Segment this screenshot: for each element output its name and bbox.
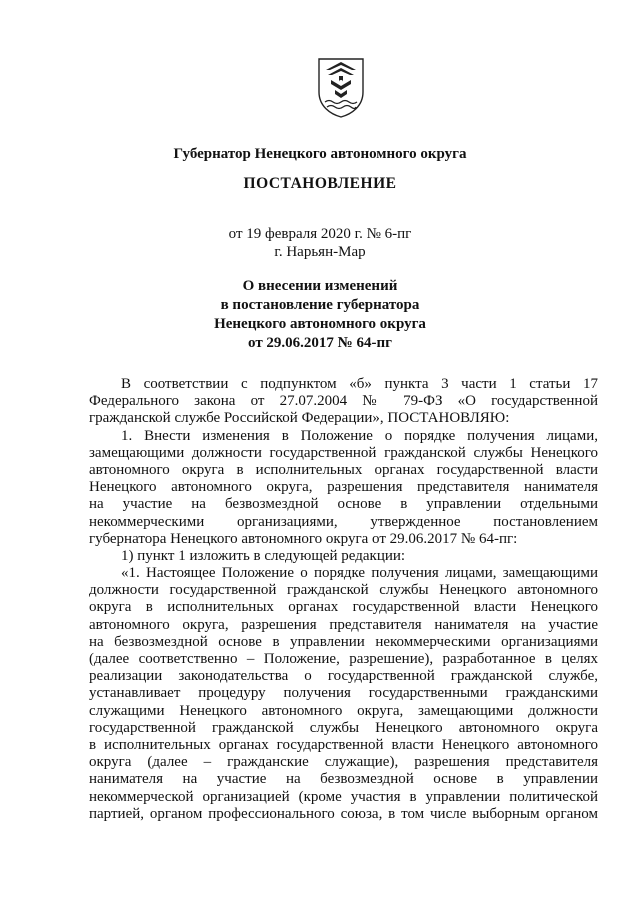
body-line: устанавливает процедуру получения государственными гражданскими <box>89 685 598 702</box>
body-line: на безвозмездной основе в управлении некоммерческими организациями <box>89 633 598 650</box>
body-line: «1. Настоящее Положение о порядке получения лицами, замещающими <box>121 565 598 582</box>
body-line: государственной гражданской службы Ненецкого автономного округа <box>89 719 598 736</box>
body-line: замещающими должности государственной гражданской службы Ненецкого <box>89 444 598 461</box>
coat-of-arms-icon <box>316 56 366 118</box>
body-line: должности государственной гражданской службы Ненецкого автономного <box>89 582 598 599</box>
document-city: г. Нарьян-Мар <box>274 244 366 260</box>
body-line: (далее соответственно – Положение, разрешение), разработанное в целях <box>89 651 598 667</box>
issuing-organization: Губернатор Ненецкого автономного округа <box>173 146 467 162</box>
body-line: 1) пункт 1 изложить в следующей редакции: <box>121 547 406 564</box>
title-line: в постановление губернатора <box>220 297 420 313</box>
body-line: партией, органом профессионального союза, в том числе выборным органом <box>89 805 598 822</box>
body-line: реализации законодательства о государственной гражданской службе, <box>89 668 598 685</box>
title-line: О внесении изменений <box>242 278 398 294</box>
document-title <box>0 277 640 353</box>
body-line: гражданской службе Российской Федерации», ПОСТАНОВЛЯЮ: <box>89 410 510 427</box>
body-line: округа (далее – гражданские служащие), разрешения представителя <box>89 754 598 771</box>
body-line: автономного округа в исполнительных органах государственной власти <box>89 461 598 478</box>
document-body <box>89 376 598 823</box>
body-line: округа в исполнительных органах государственной власти Ненецкого <box>89 599 598 616</box>
body-line: некоммерческими организациями, утвержденное постановлением <box>89 513 598 530</box>
body-line: 1. Внести изменения в Положение о порядке получения лицами, <box>121 427 598 444</box>
body-line: автономного округа, разрешения представителя нанимателя на участие <box>89 616 598 633</box>
body-line: губернатора Ненецкого автономного округа от 29.06.2017 № 64-пг: <box>89 530 518 547</box>
body-line: на участие на безвозмездной основе в управлении отдельными <box>89 496 598 513</box>
body-line: Ненецкого автономного округа, разрешения представителя нанимателя <box>89 479 598 496</box>
body-line: Федерального закона от 27.07.2004 № 79-ФЗ «О государственной <box>89 393 598 410</box>
title-line: Ненецкого автономного округа <box>214 316 426 332</box>
body-line: нанимателя на участие на безвозмездной основе в управлении <box>89 771 598 788</box>
title-line: от 29.06.2017 № 64-пг <box>248 335 392 351</box>
document-date-number: от 19 февраля 2020 г. № 6-пг <box>228 226 412 242</box>
body-line: служащими Ненецкого автономного округа, замещающими должности <box>89 702 598 719</box>
body-line: некоммерческой организацией (кроме участия в управлении политической <box>89 788 598 805</box>
document-type: ПОСТАНОВЛЕНИЕ <box>243 175 397 192</box>
body-line: В соответствии с подпунктом «б» пункта 3 части 1 статьи 17 <box>121 376 598 392</box>
body-line: в исполнительных органах государственной власти Ненецкого автономного <box>89 736 598 753</box>
